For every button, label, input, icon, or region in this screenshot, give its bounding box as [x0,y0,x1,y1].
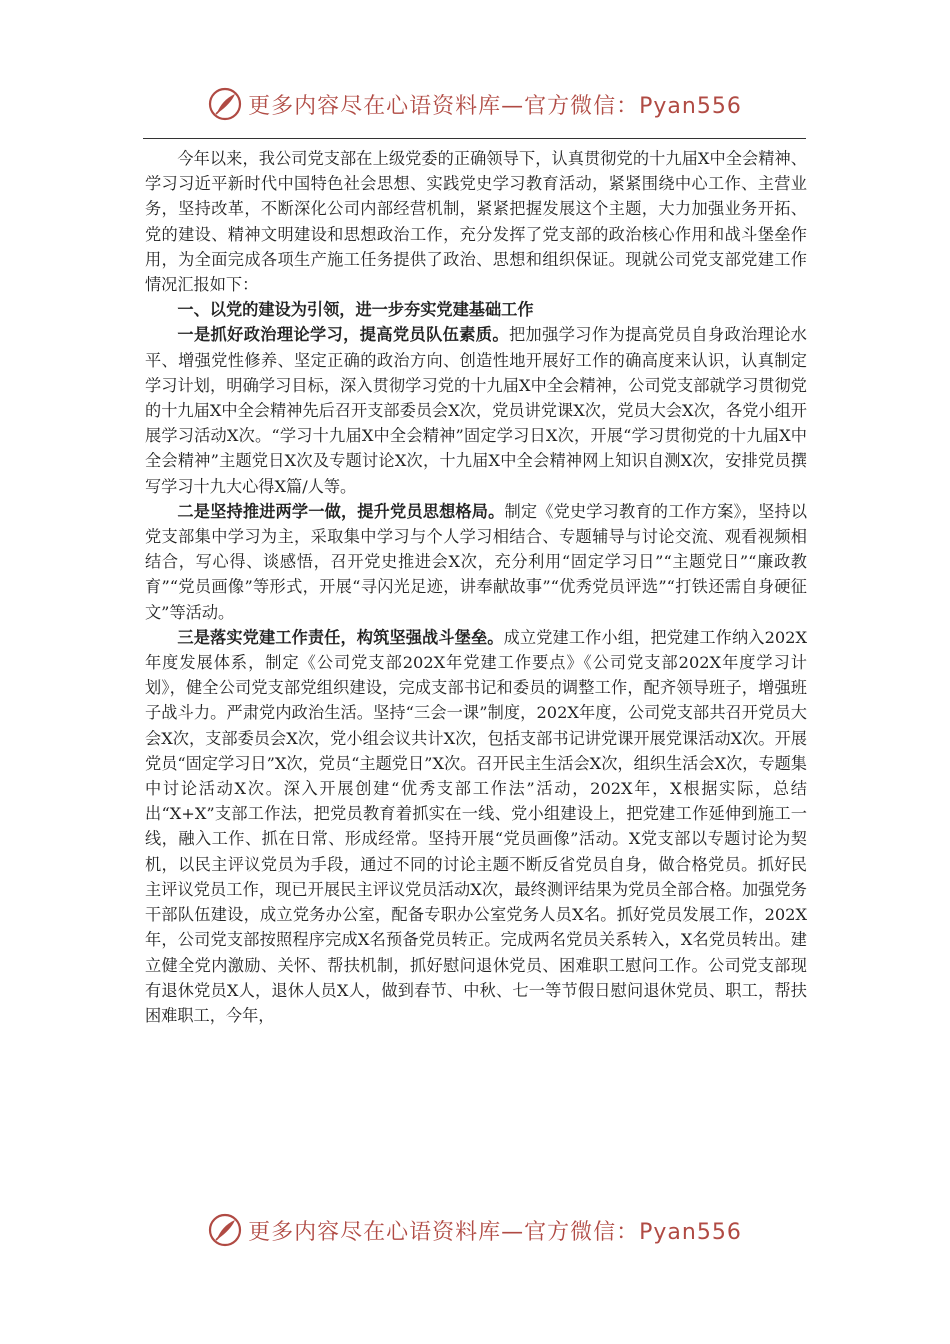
paragraph-2-lead: 二是坚持推进两学一做，提升党员思想格局。 [177,501,505,521]
feather-pen-logo [208,1213,242,1247]
paragraph-1-lead: 一是抓好政治理论学习，提高党员队伍素质。 [177,325,509,345]
paragraph-1 [145,322,807,498]
paragraph-3 [145,625,807,1028]
feather-pen-logo [208,87,242,121]
header-banner-text: 更多内容尽在心语资料库—官方微信：Pyan556 [248,93,742,119]
paragraph-3-body: 成立党建工作小组，把党建工作纳入202X年度发展体系，制定《公司党支部202X年党建工作要点》《公司党支部202X年度学习计划》，健全公司党支部党组织建设，完成支部书记和委员的调整工作，配齐领导班子，增强班子战斗力。严肃党内政治生活。坚持“三会一课”制度，202X年度，公司党支部共召开党员大会X次，支部委员会X次，党小组会议共计X次，包括支部书记讲党课开展党课活动X次。开展党员“固定学习日”X次，党员“主题党日”X次。召开民主生活会X次，组织生活会X次，专题集中讨论活动X次。深入开展创建“优秀支部工作法”活动，202X年，X根据实际，总结出“X+X”支部工作法，把党员教育着抓实在一线、党小组建设上，把党建工作延伸到施工一线，融入工作、抓在日常、形成经常。坚持开展“党员画像”活动。X党支部以专题讨论为契机，以民主评议党员为手段，通过不同的讨论主题不断反省党员自身，做合格党员。抓好民主评议党员工作，现已开展民主评议党员活动X次，最终测评结果为党员全部合格。加强党务干部队伍建设，成立党务办公室，配备专职办公室党务人员X名。抓好党员发展工作，202X年，公司党支部按照程序完成X名预备党员转正。完成两名党员关系转入，X名党员转出。建立健全党内激励、关怀、帮扶机制，抓好慰问退休党员、困难职工慰问工作。公司党支部现有退休党员X人，退休人员X人，做到春节、中秋、七一等节假日慰问退休党员、职工，帮扶困难职工，今年， [145,627,808,1025]
paragraph-2-body: 制定《党史学习教育的工作方案》，坚持以党支部集中学习为主，采取集中学习与个人学习相结合、专题辅导与讨论交流、观看视频相结合，写心得、谈感悟，召开党史推进会X次，充分利用“固定学习日”“主题党日”“廉政教育”“党员画像”等形式，开展“寻闪光足迹，讲奉献故事”“优秀党员评选”“打铁还需自身硬征文”等活动。 [145,501,808,622]
section-heading: 一、以党的建设为引领，进一步夯实党建基础工作 [177,300,534,320]
header-banner [0,84,950,124]
document-body [145,146,807,1028]
paragraph-1-body: 把加强学习作为提高党员自身政治理论水平、增强党性修养、坚定正确的政治方向、创造性地开展好工作的确高度来认识，认真制定学习计划，明确学习目标，深入贯彻学习党的十九届X中全会精神，公司党支部就学习贯彻党的十九届X中全会精神先后召开支部委员会X次，党员讲党课X次，党员大会X次，各党小组开展学习活动X次。“学习十九届X中全会精神”固定学习日X次，开展“学习贯彻党的十九届X中全会精神”主题党日X次及专题讨论X次，十九届X中全会精神网上知识自测X次，安排党员撰写学习十九大心得X篇/人等。 [145,325,807,496]
paragraph-3-lead: 三是落实党建工作责任，构筑坚强战斗堡垒。 [177,627,504,647]
header-divider [143,138,806,139]
paragraph-2 [145,499,807,625]
footer-banner [0,1210,950,1250]
footer-banner-text: 更多内容尽在心语资料库—官方微信：Pyan556 [248,1219,742,1245]
intro-paragraph: 今年以来，我公司党支部在上级党委的正确领导下，认真贯彻党的十九届X中全会精神、学习习近平新时代中国特色社会思想、实践党史学习教育活动，紧紧围绕中心工作、主营业务，坚持改革，不断深化公司内部经营机制，紧紧把握发展这个主题，大力加强业务开拓、党的建设、精神文明建设和思想政治工作，充分发挥了党支部的政治核心作用和战斗堡垒作用，为全面完成各项生产施工任务提供了政治、思想和组织保证。现就公司党支部党建工作情况汇报如下： [145,149,807,295]
